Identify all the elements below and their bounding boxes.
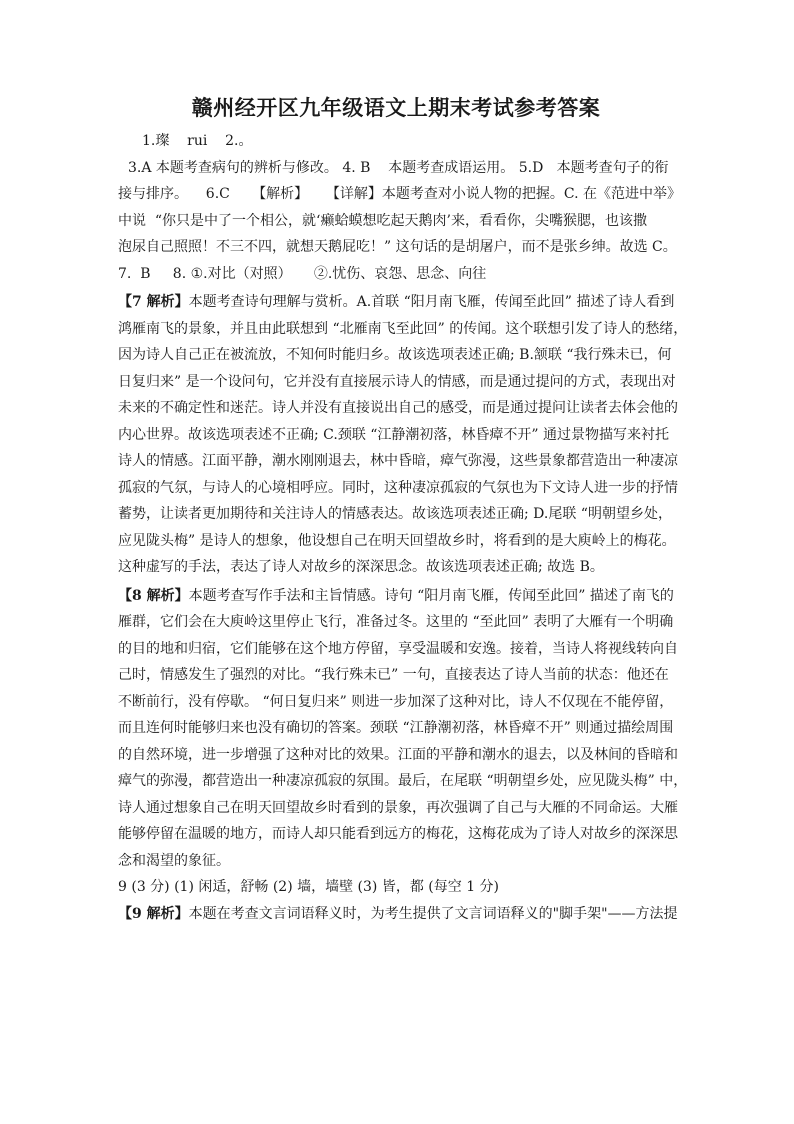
note8-tag: 【8 解析】 <box>118 587 189 604</box>
answers-line-1: 1.璨 rui 2.。 <box>142 133 253 149</box>
note9-tag: 【9 解析】 <box>118 905 189 922</box>
answers-line-2: 3.A 本题考查病句的辨析与修改。 4. B 本题考查成语运用。 5.D 本题考查句子的衔 <box>128 159 669 176</box>
answers-line-6: 7. B 8. ①.对比（对照） ②.忧伤、哀怨、思念、向往 <box>118 265 487 282</box>
note8-line-3: 的目的地和归宿，它们能够在这个地方停留，享受温暖和安逸。接着，当诗人将视线转向自 <box>118 640 678 657</box>
answers-line-4: 中说 “你只是中了一个相公，就‘癞蛤蟆想吃起天鹅肉’来，看看你，尖嘴猴腮，也该撒 <box>118 212 647 229</box>
answer9-line: 9 (3 分) (1) 闲适，舒畅 (2) 墙，墙壁 (3) 皆，都 (每空 1 分) <box>118 879 500 895</box>
note9-text-1: 本题在考查文言词语释义时，为考生提供了文言词语释义的"脚手架"——方法提 <box>188 905 678 922</box>
answers-line-5: 泡尿自己照照！不三不四，就想天鹅屁吃！” 这句话的是胡屠户，而不是张乡绅。故选 C。 <box>118 239 677 255</box>
answers-line-3: 接与排序。 6.C 【解析】 【详解】本题考查对小说人物的把握。C. 在《范进中举》 <box>118 186 682 202</box>
page-title: 赣州经开区九年级语文上期末考试参考答案 <box>191 95 601 120</box>
note8-line-1 <box>118 583 674 610</box>
note7-line-10: 应见陇头梅” 是诗人的想象，他设想自己在明天回望故乡时，将看到的是大庾岭上的梅花。 <box>118 532 676 549</box>
note8-line-8: 瘴气的弥漫，都营造出一种凄凉孤寂的氛围。最后，在尾联 “明朝望乡处，应见陇头梅” 中， <box>118 773 688 789</box>
note7-tag: 【7 解析】 <box>118 294 189 310</box>
note8-line-5: 不断前行，没有停歇。 “何日复归来” 则进一步加深了这种对比，诗人不仅现在不能停留， <box>118 693 674 710</box>
note7-line-11: 这种虚写的手法，表达了诗人对故乡的深深思念。故该选项表述正确; 故选 B。 <box>118 559 604 575</box>
note8-line-7: 的自然环境，进一步增强了这种对比的效果。江面的平静和潮水的退去，以及林间的昏暗和 <box>118 746 678 763</box>
note7-text-1: 本题考查诗句理解与赏析。A.首联 “阳月南飞雁，传闻至此回” 描述了诗人看到 <box>188 294 675 310</box>
note9-line-1 <box>118 901 678 928</box>
note7-line-7: 诗人的情感。江面平静，潮水刚刚退去，林中昏暗，瘴气弥漫，这些景象都营造出一种凄凉 <box>118 453 678 469</box>
note7-line-6: 内心世界。故该选项表述不正确; C.颈联 “江静潮初落，林昏瘴不开” 通过景物描写来衬托 <box>118 426 670 443</box>
note8-line-4: 己时，情感发生了强烈的对比。“我行殊未已” 一句，直接表达了诗人当前的状态：他还在 <box>118 667 669 683</box>
note8-text-1: 本题考查写作手法和主旨情感。诗句 “阳月南飞雁，传闻至此回” 描述了南飞的 <box>188 587 674 604</box>
note7-line-3: 因为诗人自己正在被流放，不知何时能归乡。故该选项表述正确; B.颔联 “我行殊未已，何 <box>118 347 672 363</box>
note7-line-9: 蓄势，让读者更加期待和关注诗人的情感表达。故该选项表述正确; D.尾联 “明朝望乡处， <box>118 506 672 522</box>
note7-line-8: 孤寂的气氛，与诗人的心境相呼应。同时，这种凄凉孤寂的气氛也为下文诗人进一步的抒情 <box>118 479 678 496</box>
note8-line-9: 诗人通过想象自己在明天回望故乡时看到的景象，再次强调了自己与大雁的不同命运。大雁 <box>118 799 678 816</box>
note8-line-11: 念和渴望的象征。 <box>118 852 230 869</box>
note8-line-2: 雁群，它们会在大庾岭这里停止飞行，准备过冬。这里的 “至此回” 表明了大雁有一个明确 <box>118 614 674 630</box>
note8-line-10: 能够停留在温暖的地方，而诗人却只能看到远方的梅花，这梅花成为了诗人对故乡的深深思 <box>118 826 678 842</box>
note7-line-2: 鸿雁南飞的景象，并且由此联想到 “北雁南飞至此回” 的传闻。这个联想引发了诗人的愁绪， <box>118 320 688 337</box>
note7-line-1 <box>118 289 674 316</box>
note7-line-4: 日复归来” 是一个设问句，它并没有直接展示诗人的情感，而是通过提问的方式，表现出对 <box>118 373 676 390</box>
note8-line-6: 而且连何时能够归来也没有确切的答案。颈联 “江静潮初落，林昏瘴不开” 则通过描绘周围 <box>118 720 674 736</box>
note7-line-5: 未来的不确定性和迷茫。诗人并没有直接说出自己的感受，而是通过提问让读者去体会他的 <box>118 400 678 416</box>
